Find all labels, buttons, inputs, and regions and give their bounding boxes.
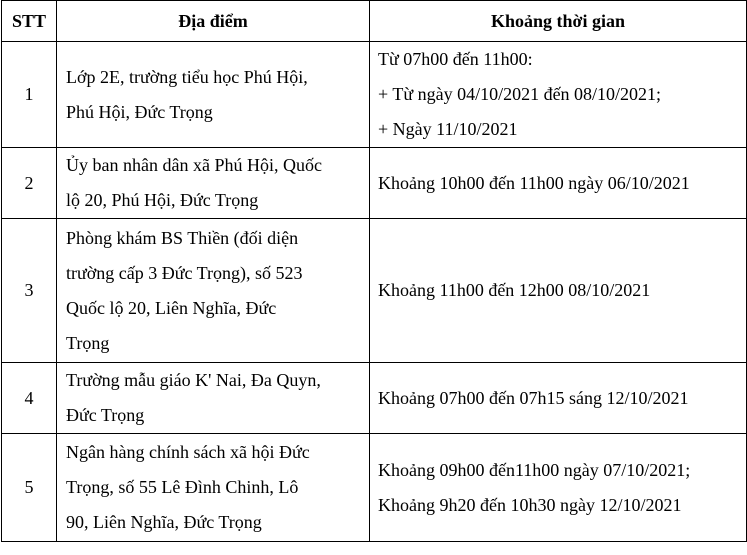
row-location [57, 363, 370, 434]
header-stt: STT [2, 1, 57, 42]
row-stt: 2 [2, 148, 57, 219]
table-row [2, 148, 747, 219]
location-line: Quốc lộ 20, Liên Nghĩa, Đức [66, 297, 277, 318]
location-line: Trọng [66, 332, 110, 353]
row-location [57, 42, 370, 148]
time-line: Từ 07h00 đến 11h00: [378, 49, 533, 69]
time-line: + Từ ngày 04/10/2021 đến 08/10/2021; [378, 84, 662, 104]
row-time [370, 363, 747, 434]
location-line: Đức Trọng [66, 405, 145, 425]
location-line: lộ 20, Phú Hội, Đức Trọng [66, 190, 259, 210]
location-line: Trường mẫu giáo K' Nai, Đa Quyn, [66, 370, 321, 390]
location-line: Trọng, số 55 Lê Đình Chinh, Lô [66, 477, 299, 497]
row-stt: 1 [2, 42, 57, 148]
header-row [2, 1, 747, 42]
location-line: trường cấp 3 Đức Trọng), số 523 [66, 262, 303, 283]
location-line: Phú Hội, Đức Trọng [66, 101, 213, 122]
location-line: Phòng khám BS Thiền (đối diện [66, 227, 299, 248]
time-line: + Ngày 11/10/2021 [378, 119, 518, 139]
schedule-table [1, 0, 747, 542]
row-time [370, 219, 747, 363]
row-location [57, 148, 370, 219]
table-row [2, 42, 747, 148]
row-time [370, 148, 747, 219]
table-row [2, 434, 747, 542]
location-line: Ủy ban nhân dân xã Phú Hội, Quốc [66, 155, 322, 175]
row-time [370, 434, 747, 542]
row-location [57, 434, 370, 542]
table-row [2, 363, 747, 434]
header-location: Địa điểm [57, 1, 370, 42]
location-line: Lớp 2E, trường tiểu học Phú Hội, [66, 66, 308, 87]
location-line: 90, Liên Nghĩa, Đức Trọng [66, 512, 262, 532]
header-time: Khoảng thời gian [370, 1, 747, 42]
location-line: Ngân hàng chính sách xã hội Đức [66, 442, 310, 462]
row-location [57, 219, 370, 363]
table-row [2, 219, 747, 363]
row-stt: 4 [2, 363, 57, 434]
time-line: Khoảng 07h00 đến 07h15 sáng 12/10/2021 [378, 387, 689, 408]
time-line: Khoảng 11h00 đến 12h00 08/10/2021 [378, 280, 651, 300]
time-line: Khoảng 10h00 đến 11h00 ngày 06/10/2021 [378, 172, 690, 193]
time-line: Khoảng 9h20 đến 10h30 ngày 12/10/2021 [378, 494, 682, 515]
time-line: Khoảng 09h00 đến11h00 ngày 07/10/2021; [378, 459, 691, 480]
row-stt: 5 [2, 434, 57, 542]
row-time [370, 42, 747, 148]
row-stt: 3 [2, 219, 57, 363]
